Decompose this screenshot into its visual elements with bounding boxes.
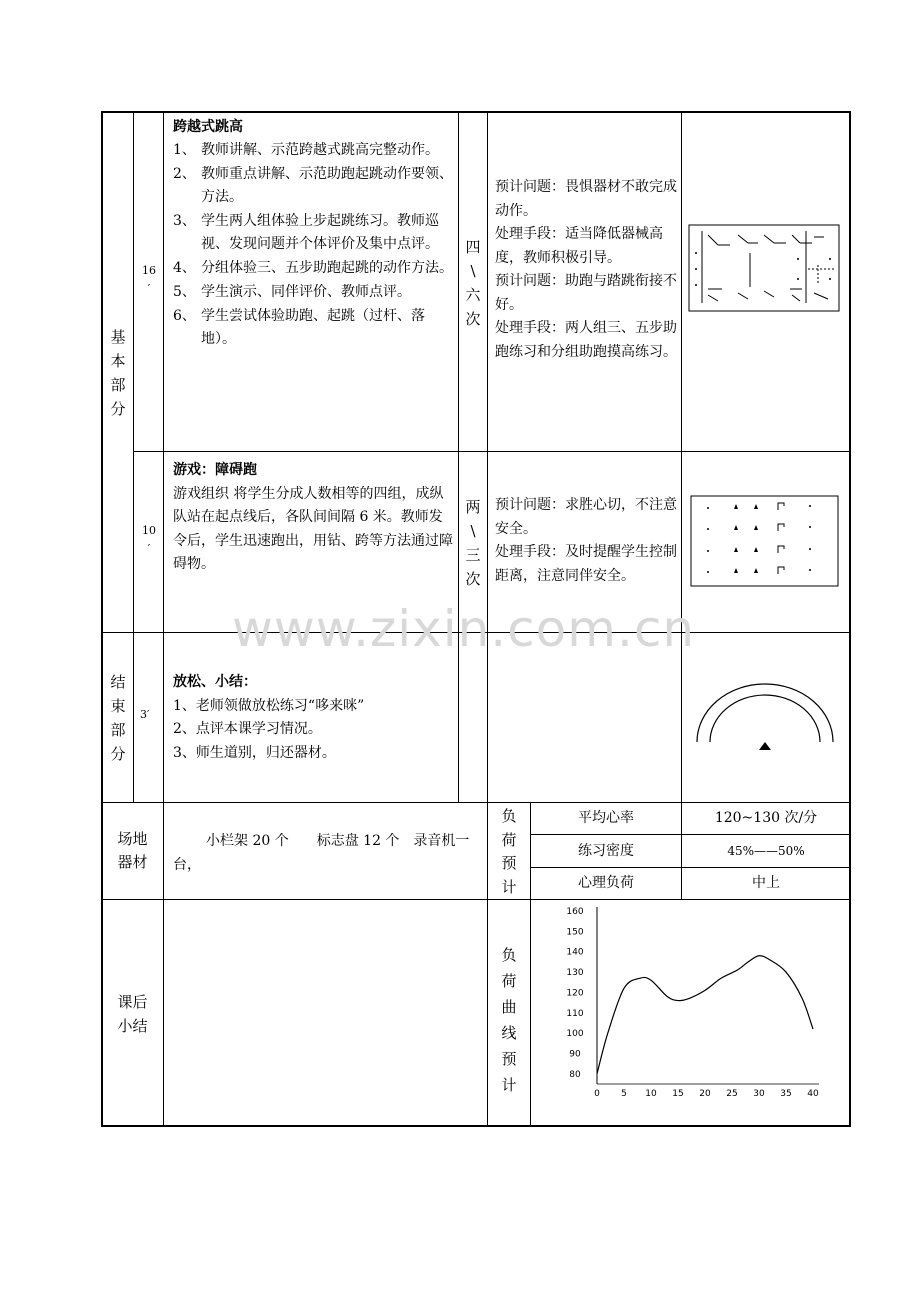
- y-tick-label: 80: [569, 1069, 581, 1080]
- row1-items: [173, 139, 453, 351]
- x-tick-label: 20: [699, 1089, 711, 1099]
- note: 预计问题：畏惧器材不敢完成动作。: [495, 179, 677, 219]
- obstacle-run-diagram: [690, 494, 840, 589]
- row2-content: [173, 459, 455, 577]
- row1-item-number: 6、: [173, 308, 196, 324]
- row1-count: 四 \ 六 次: [465, 238, 481, 328]
- venue-content: 小栏架 20 个 标志盘 12 个 录音机一台，: [173, 833, 470, 873]
- row1-item-number: 4、: [173, 260, 196, 276]
- row1-item-text: 教师讲解、示范跨越式跳高完整动作。: [201, 142, 439, 158]
- watermark: www.zixin.com.cn: [232, 600, 696, 658]
- x-tick-label: 30: [753, 1089, 765, 1099]
- metric-heart-rate-value: 120~130 次/分: [714, 810, 818, 826]
- x-tick-label: 0: [594, 1089, 600, 1099]
- row1-item: [173, 139, 453, 162]
- x-tick-label: 15: [672, 1089, 684, 1099]
- row1-item-number: 2、: [173, 166, 196, 182]
- note: 处理手段：适当降低器械高度，教师积极引导。: [495, 226, 663, 266]
- row1-item: [173, 281, 453, 304]
- y-tick-label: 100: [566, 1029, 584, 1040]
- note: 处理手段：及时提醒学生控制距离，注意同伴安全。: [495, 544, 677, 584]
- row2-body: 游戏组织 将学生分成人数相等的四组，成纵队站在起点线后，各队间间隔 6 米。教师发令后，学生迅速跑出，用钻、跨等方法通过障碍物。: [173, 485, 453, 572]
- row1-item: [173, 305, 453, 351]
- y-tick-label: 150: [566, 927, 584, 938]
- row1-item: [173, 257, 453, 280]
- ending-section-label: 结 束 部 分: [110, 673, 126, 763]
- note: 预计问题：助跑与踏跳衔接不好。: [495, 273, 677, 313]
- ending-title: 放松、小结：: [173, 674, 257, 690]
- note: 处理手段：两人组三、五步助跑练习和分组助跑摸高练习。: [495, 320, 677, 360]
- relax-arc-diagram: [690, 680, 840, 755]
- high-jump-diagram: [688, 223, 840, 313]
- summary-label: 课后 小结: [117, 993, 148, 1035]
- row1-item-text: 分组体验三、五步助跑起跳的动作方法。: [201, 260, 453, 276]
- load-curve-line: [597, 956, 813, 1074]
- load-forecast-label: 负 荷 预 计: [501, 807, 517, 896]
- y-tick-label: 160: [566, 907, 584, 917]
- row1-time: 16 ′: [142, 264, 156, 295]
- basic-section-label: 基 本 部 分: [110, 328, 126, 418]
- row1-item-number: 3、: [173, 213, 196, 229]
- row1-item: [173, 210, 453, 256]
- row1-content: [173, 116, 453, 352]
- x-tick-label: 5: [621, 1089, 627, 1099]
- row1-item-text: 学生尝试体验助跑、起跳（过杆、落地）。: [201, 308, 425, 347]
- load-curve-chart: [531, 900, 849, 1125]
- row1-item: [173, 163, 453, 209]
- row1-title: 跨越式跳高: [173, 119, 243, 135]
- row1-notes: [495, 176, 677, 364]
- row1-item-number: 1、: [173, 142, 196, 158]
- ending-time: 3′: [140, 708, 150, 721]
- metric-heart-rate-name: 平均心率: [578, 810, 634, 826]
- metric-mental-name: 心理负荷: [578, 875, 634, 891]
- metric-mental-value: 中上: [752, 875, 780, 891]
- y-tick-label: 120: [566, 988, 584, 999]
- metric-density-value: 45%——50%: [727, 844, 805, 858]
- row2-count: 两 \ 三 次: [465, 498, 481, 588]
- y-tick-label: 110: [566, 1008, 584, 1019]
- row2-title: 游戏：障碍跑: [173, 462, 257, 478]
- y-tick-label: 90: [569, 1049, 581, 1060]
- row1-item-text: 学生两人组体验上步起跳练习。教师巡视、发现问题并个体评价及集中点评。: [201, 213, 439, 252]
- metric-density-name: 练习密度: [578, 843, 634, 859]
- row1-item-text: 学生演示、同伴评价、教师点评。: [201, 284, 411, 300]
- row2-notes: [495, 494, 677, 588]
- y-tick-label: 140: [566, 947, 584, 958]
- x-tick-label: 35: [780, 1089, 792, 1099]
- ending-content: 放松、小结： 1、老师领做放松练习“哆来咪” 2、点评本课学习情况。 3、师生道别，归还器材。: [173, 671, 455, 765]
- note: 预计问题：求胜心切，不注意安全。: [495, 497, 677, 537]
- row1-item-text: 教师重点讲解、示范助跑起跳动作要领、方法。: [201, 166, 453, 205]
- x-tick-label: 25: [726, 1089, 738, 1099]
- row1-item-number: 5、: [173, 284, 196, 300]
- load-curve-label: 负 荷 曲 线 预 计: [501, 946, 517, 1094]
- x-tick-label: 10: [645, 1089, 657, 1099]
- x-tick-label: 40: [807, 1089, 819, 1099]
- row2-time: 10 ′: [142, 524, 156, 555]
- venue-label: 场地 器材: [117, 830, 148, 871]
- y-tick-label: 130: [566, 968, 584, 979]
